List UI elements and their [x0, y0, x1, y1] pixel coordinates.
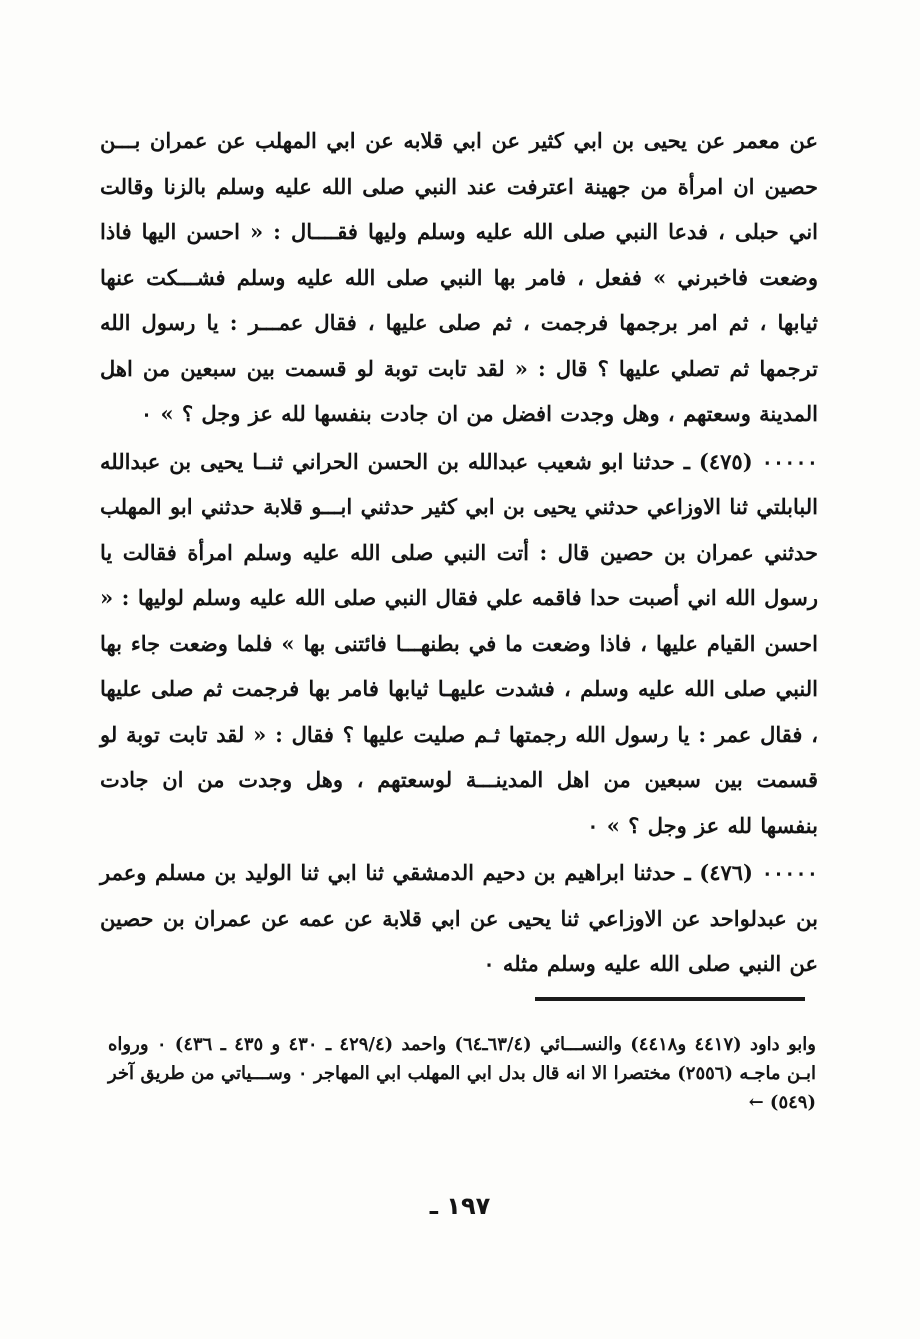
paragraph-hadith-476: ٠٠٠٠٠ (٤٧٦) ـ حدثنا ابراهيم بن دحيم الدمشقي ثنا ابي ثنا الوليد بن مسلم وعمر بن عبدلواحد عن الاوزاعي ثنا يحيى عن ابي قلابة عن عمه عن عمران بن حصين عن النبي صلى الله عليه وسلم مثله ٠ — [100, 860, 818, 976]
paragraph-hadith-474-continuation: عن معمر عن يحيى بن ابي كثير عن ابي قلابه عن ابي المهلب عن عمران بـــن حصين ان امرأة من جهينة اعترفت عند النبي صلى الله عليه وسلم بالزنا وقالت اني حبلى ، فدعا النبي صلى الله عليه وسلم وليها فقــــال : « احسن اليها فاذا وضعت فاخبرني » ففعل ، فامر بها النبي صلى الله عليه وسلم فشـــكت عنها ثيابها ، ثم امر برجمها فرجمت ، ثم صلى عليها ، فقال عمـــر : يا رسول الله ترجمها ثم تصلي عليها ؟ قال : « لقد تابت توبة لو قسمت بين سبعين من اهل المدينة وسعتهم ، وهل وجدت افضل من ان جادت بنفسها لله عز وجل ؟ » ٠ — [100, 128, 818, 426]
footnote-text: وابو داود (٤٤١٧ و٤٤١٨) والنســـائي (٦٣/٤ـ٦٤) واحمد (٤٢٩/٤ ـ ٤٣٠ و ٤٣٥ ـ ٤٣٦) ٠ ورواه ابـن ماجـه (٢٥٥٦) مختصرا الا انه قال بدل ابي المهلب ابي المهاجر ٠ وســـياتي من طريق آخر (٥٤٩) ← — [108, 1034, 816, 1113]
paragraph-hadith-475: ٠٠٠٠٠ (٤٧٥) ـ حدثنا ابو شعيب عبدالله بن الحسن الحراني ثنــا يحيى بن عبدالله البابلتي ثنا الاوزاعي حدثني يحيى بن ابي كثير حدثني ابـــو قلابة حدثني ابو المهلب حدثني عمران بن حصين قال : أتت النبي صلى الله عليه وسلم امرأة فقالت يا رسول الله اني أصبت حدا فاقمه علي فقال النبي صلى الله عليه وسلم لوليها : « احسن القيام عليها ، فاذا وضعت ما في بطنهـــا فائتنى بها » فلما وضعت جاء بها النبي صلى الله عليه وسلم ، فشدت عليهـا ثيابها فامر بها فرجمت ثم صلى عليها ، فقال عمر : يا رسول الله رجمتها ثـم صليت عليها ؟ فقال : « لقد تابت توبة لو قسمت بين سبعين من اهل المدينـــة لوسعتهم ، وهل وجدت من ان جادت بنفسها لله عز وجل ؟ » ٠ — [100, 448, 818, 838]
main-text-block — [100, 118, 818, 987]
footnote-divider — [535, 997, 805, 1001]
page-number: ١٩٧ ـ — [429, 1192, 491, 1220]
